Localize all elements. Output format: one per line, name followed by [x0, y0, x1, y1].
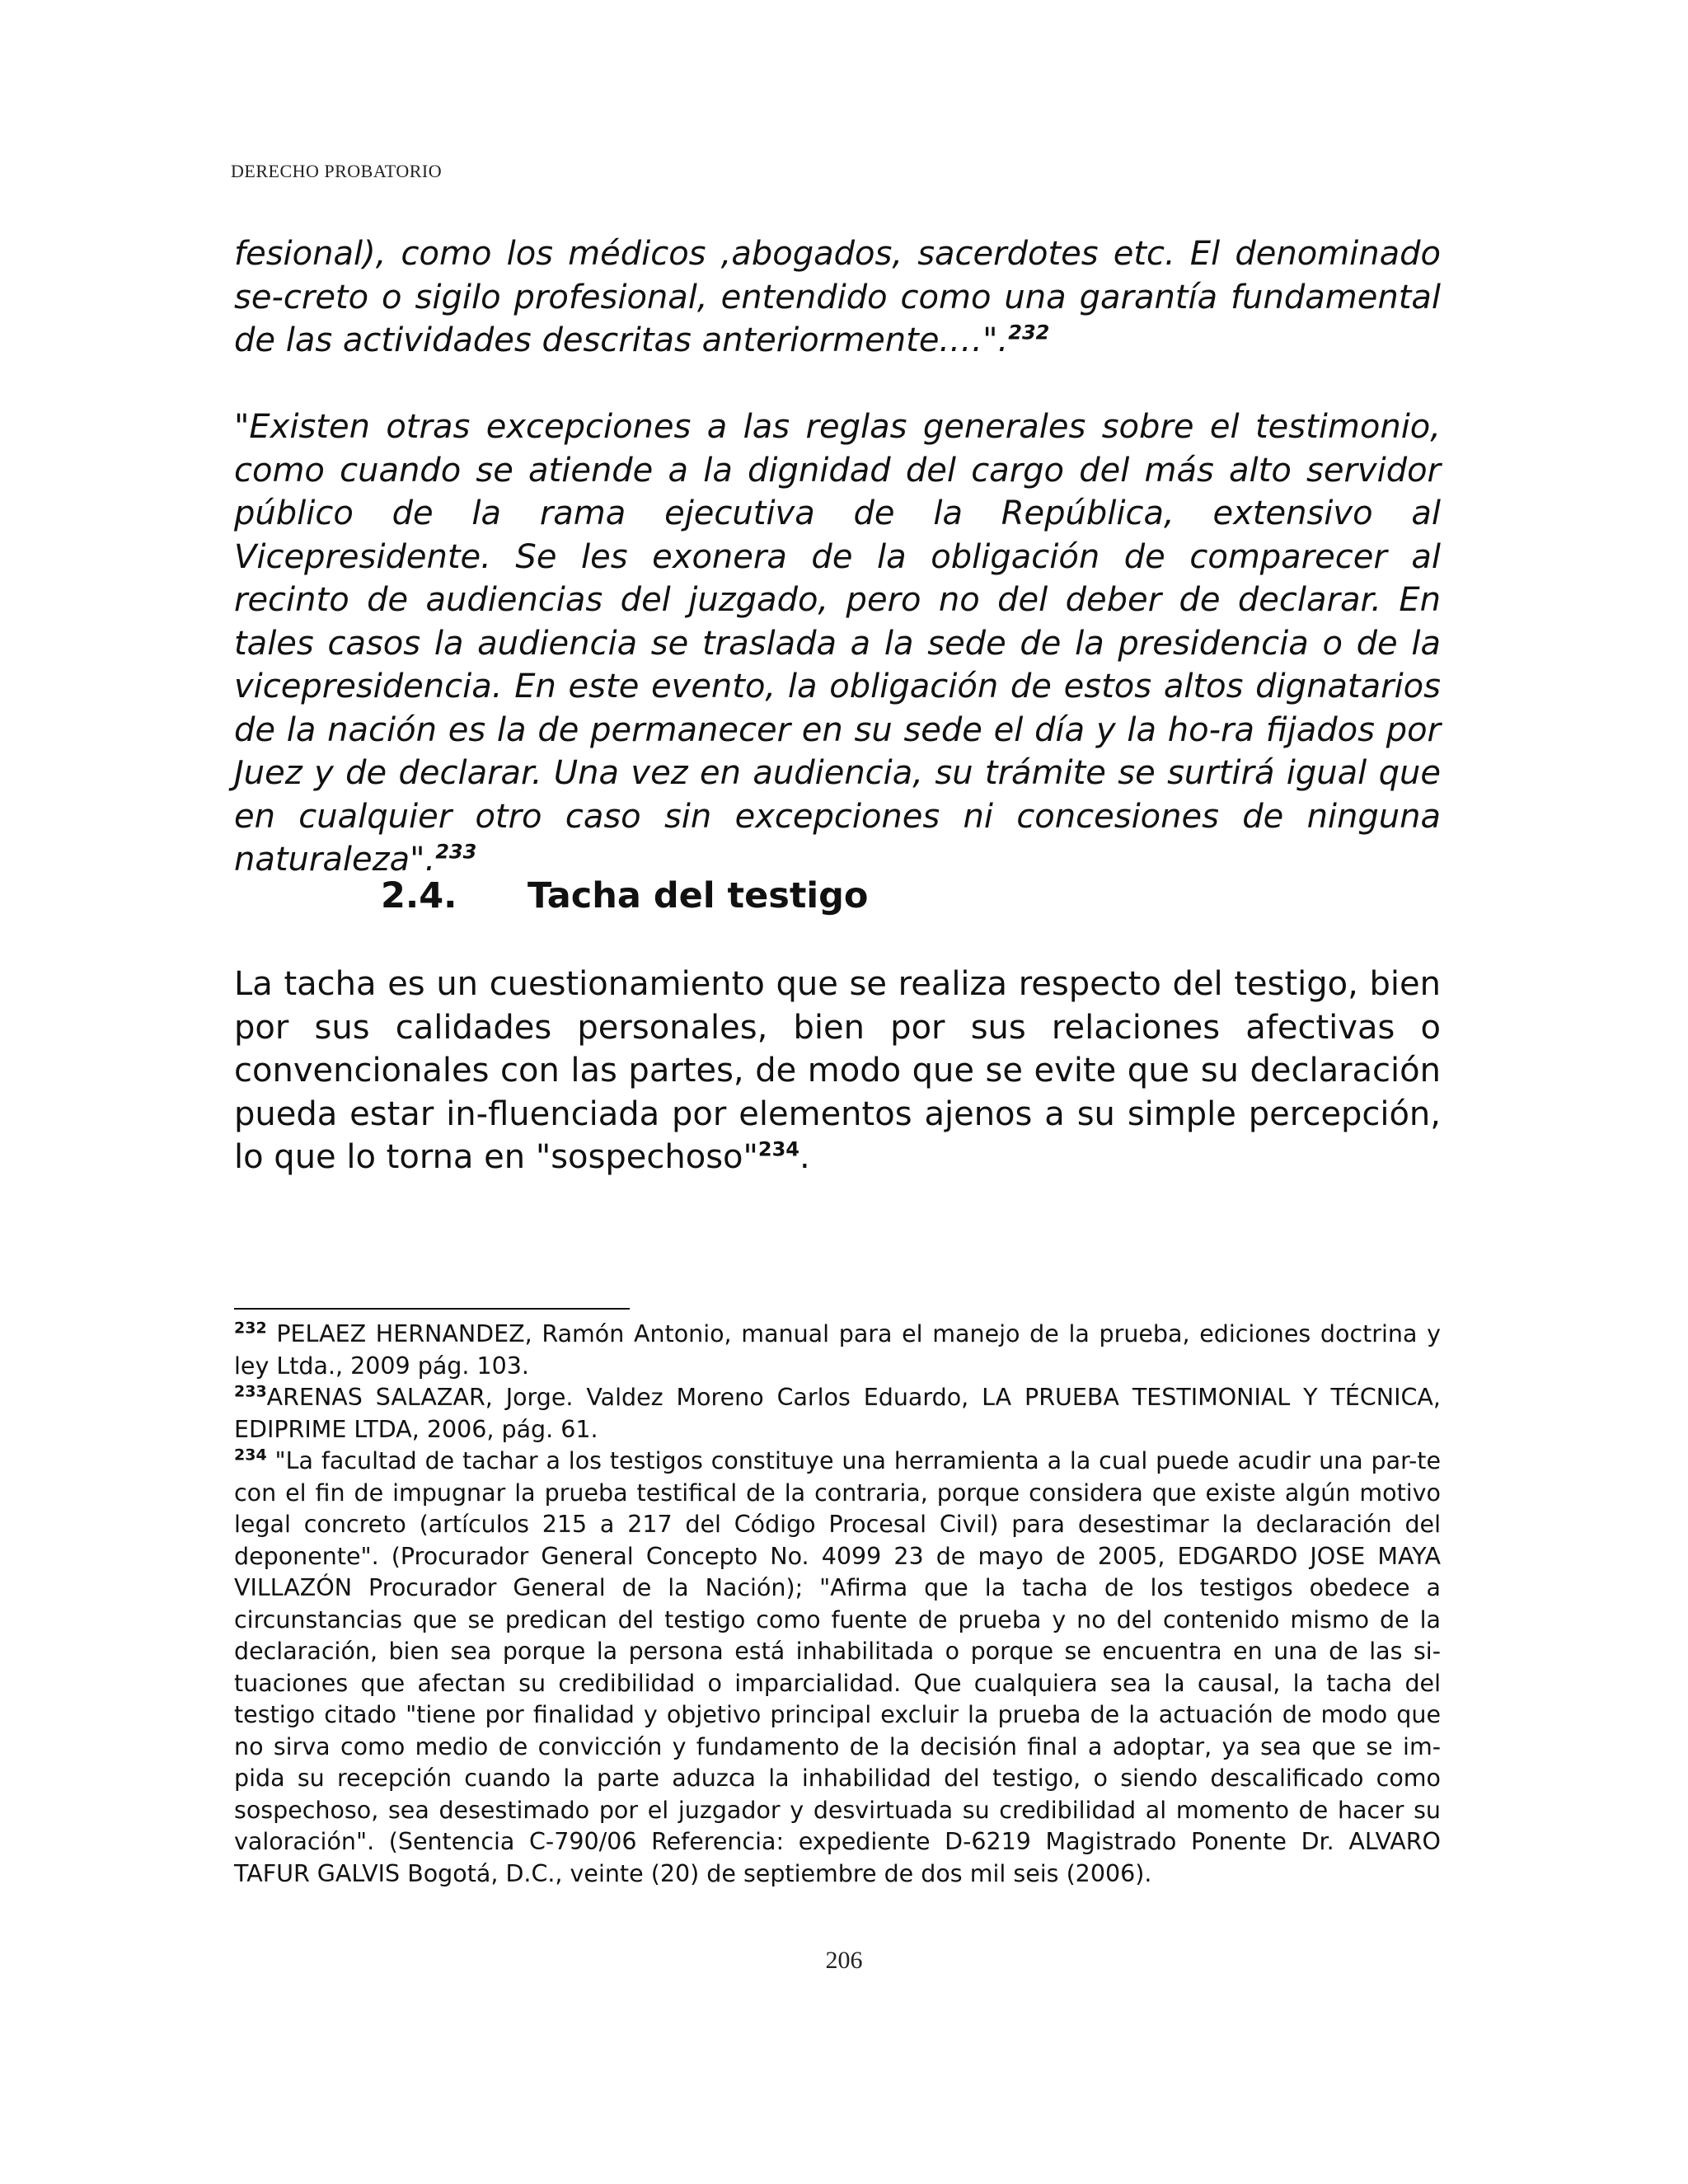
footnote-separator — [234, 1308, 630, 1310]
section-heading — [381, 875, 868, 916]
quote-block — [234, 405, 1441, 882]
footnote-text: ARENAS SALAZAR, Jorge. Valdez Moreno Carlos Eduardo, LA PRUEBA TESTIMONIAL Y TÉCNICA, EDIPRIME LTDA, 2006, pág. 61. — [234, 1384, 1441, 1443]
footnote-number: 233 — [234, 1382, 267, 1401]
quote-continuation — [234, 232, 1441, 363]
page-number: 206 — [825, 1947, 863, 1974]
body-trailing: . — [799, 1138, 810, 1176]
body-text: La tacha es un cuestionamiento que se realiza respecto del testigo, bien por sus calidades personales, bien por sus relaciones afectivas o convencionales con las partes, de modo que se evite que su declaración pueda estar in-fluenciada por elementos ajenos a su simple percepción, lo que lo torna en "sospechoso" — [234, 965, 1441, 1176]
footnote-ref-233[interactable]: 233 — [435, 840, 477, 864]
footnote-ref-232[interactable]: 232 — [1008, 321, 1050, 344]
quote-1-text: fesional), como los médicos ,abogados, sacerdotes etc. El denominado se-creto o sigilo profesional, entendido como una garantía fundamental de las actividades descritas anteriormente.…". — [234, 235, 1441, 359]
quote-2-text: "Existen otras excepciones a las reglas generales sobre el testimonio, como cuando se atiende a la dignidad del cargo del más alto servidor público de la rama ejecutiva de la República, extensivo al Vicepresidente. Se les exonera de la obligación de comparecer al recinto de audiencias del juzgado, pero no del deber de declarar. En tales casos la audiencia se traslada a la sede de la presidencia o de la vicepresidencia. En este evento, la obligación de estos altos dignatarios de la nación es la de permanecer en su sede el día y la ho-ra fijados por Juez y de declarar. Una vez en audiencia, su trámite se surtirá igual que en cualquier otro caso sin excepciones ni concesiones de ninguna naturaleza". — [234, 408, 1441, 879]
section-number: 2.4. — [381, 875, 457, 916]
footnote-232 — [234, 1319, 1441, 1382]
footnote-number: 234 — [234, 1446, 267, 1465]
footnote-text: "La facultad de tachar a los testigos constituye una herramienta a la cual puede acudir una par-te con el fin de impugnar la prueba testifical de la contraria, porque considera que existe algún motivo legal concreto (artículos 215 a 217 del Código Procesal Civil) para desestimar la declaración del deponente". (Procurador General Concepto No. 4099 23 de mayo de 2005, EDGARDO JOSE MAYA VILLAZÓN Procurador General de la Nación); "Afirma que la tacha de los testigos obedece a circunstancias que se predican del testigo como fuente de prueba y no del contenido mismo de la declaración, bien sea porque la persona está inhabilitada o porque se encuentra en una de las si-tuaciones que afectan su credibilidad o imparcialidad. Que cualquiera sea la causal, la tacha del testigo citado "tiene por finalidad y objetivo principal excluir la prueba de la actuación de modo que no sirva como medio de convicción y fundamento de la decisión final a adoptar, ya sea que se im-pida su recepción cuando la parte aduzca la inhabilidad del testigo, o siendo descalificado como sospechoso, sea desestimado por el juzgador y desvirtuada su credibilidad al momento de hacer su valoración". (Sentencia C-790/06 Referencia: expediente D-6219 Magistrado Ponente Dr. ALVARO TAFUR GALVIS Bogotá, D.C., veinte (20) de septiembre de dos mil seis (2006). — [234, 1447, 1441, 1887]
footnote-233 — [234, 1382, 1441, 1446]
section-title: Tacha del testigo — [528, 875, 869, 916]
footnote-234 — [234, 1446, 1441, 1890]
footnotes-section — [234, 1319, 1441, 1890]
footnote-ref-234[interactable]: 234 — [757, 1137, 800, 1161]
running-header: DERECHO PROBATORIO — [231, 161, 443, 181]
footnote-number: 232 — [234, 1319, 267, 1338]
footnote-text: PELAEZ HERNANDEZ, Ramón Antonio, manual para el manejo de la prueba, ediciones doctrina y ley Ltda., 2009 pág. 103. — [234, 1320, 1441, 1380]
body-paragraph — [234, 963, 1441, 1179]
